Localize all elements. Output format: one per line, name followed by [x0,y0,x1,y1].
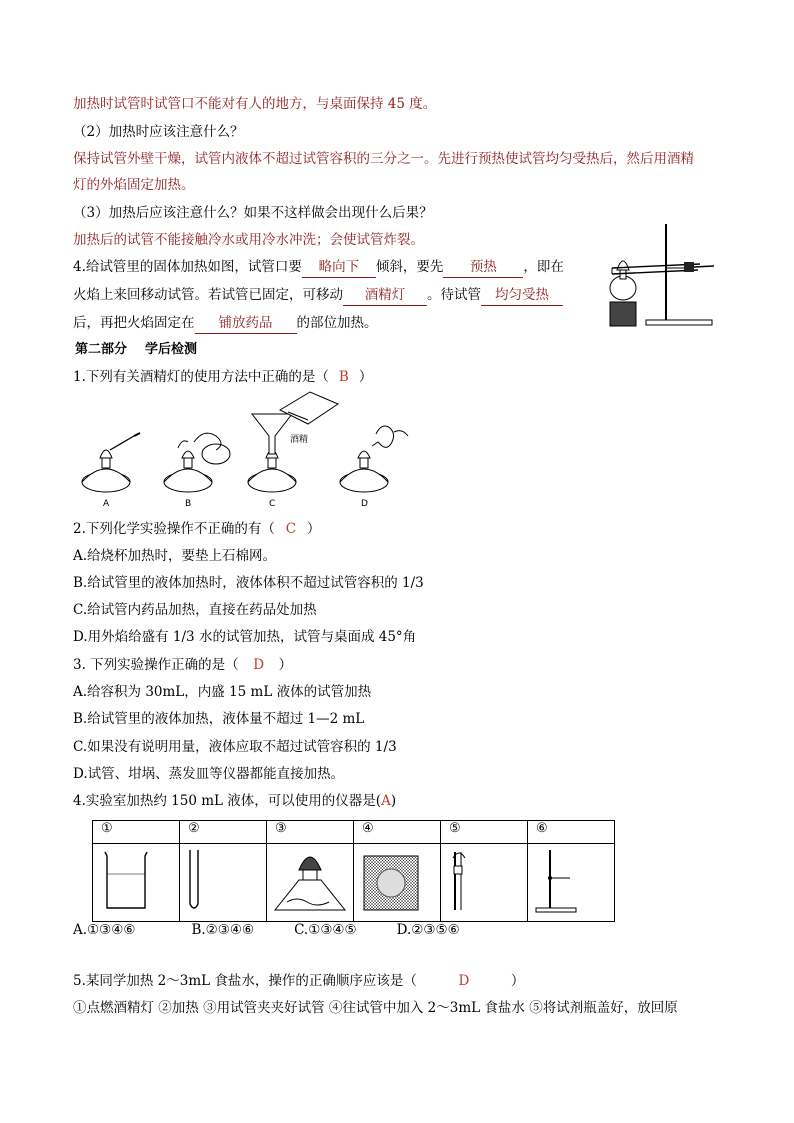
lamp-d-figure [340,426,408,492]
asbestos-gauze-cell [354,844,441,922]
q3-answer: 加热后的试管不能接触冷水或用冷水冲洗；会使试管炸裂。 [73,232,424,248]
q4-text: 火焰上来回移动试管。若试管已固定，可移动 [73,287,343,303]
answer-letter: D [253,657,265,673]
test-tube-holder-cell [441,844,528,922]
alcohol-lamp-options-figure [76,390,412,512]
col-header: ② [180,821,267,844]
col-header: ① [93,821,180,844]
q4-line1 [73,257,564,278]
close-paren: ） [278,657,293,673]
test-tube-cell [180,844,267,922]
iron-stand-icon [528,844,614,917]
close-paren: ） [306,521,321,537]
label-a: A [103,499,110,509]
test-tube-icon [180,844,266,917]
q4-text: 4.给试管里的固体加热如图，试管口要 [73,259,302,275]
question-text: 1.下列有关酒精灯的使用方法中正确的是（ [73,369,329,385]
col-header: ⑥ [528,821,615,844]
label-b: B [185,499,192,509]
answer-letter: D [458,973,470,989]
answer-letter: C [285,521,297,537]
blank-answer: 均匀受热 [481,285,563,306]
mc2-option-d: D.用外焰给盛有 1/3 水的试管加热，试管与桌面成 45°角 [73,629,417,645]
heating-solid-apparatus-figure [602,222,718,330]
col-header: ④ [354,821,441,844]
asbestos-gauze-icon [354,844,440,917]
instrument-table [92,820,615,922]
mc3-option-b: B.给试管里的液体加热，液体量不超过 1—2 mL [73,711,365,727]
option-b: B.②③④⑥ [191,922,255,938]
iron-stand-cell [528,844,615,922]
mc3-question [73,655,292,675]
label-c: C [269,499,276,509]
option-c: C.①③④⑤ [294,922,357,938]
question-text: 2.下列化学实验操作不正确的有（ [73,521,275,537]
q2-label: （2）加热时应该注意什么？ [73,124,244,140]
mc2-question [73,519,320,539]
answer-letter: A [381,793,391,809]
section-heading [75,340,197,360]
q3-label: （3）加热后应该注意什么？如果不这样做会出现什么后果？ [73,205,433,221]
q4-text: 的部位加热。 [296,315,378,331]
section-number: 第二部分 [75,342,128,357]
beaker-icon [93,844,179,917]
mc4-question [73,791,396,811]
col-header: ③ [267,821,354,844]
mc5-question [73,971,524,991]
q4-text: ，即在 [523,259,564,275]
mc1-question [73,367,372,387]
mc5-steps: ①点燃酒精灯 ②加热 ③用试管夹夹好试管 ④往试管中加入 2～3mL 食盐水 ⑤将试剂瓶盖好，放回原 [73,1000,678,1016]
mc4-options [73,920,460,940]
q4-line3 [73,313,378,334]
blank-answer: 酒精灯 [343,285,427,306]
q2-answer-line1: 保持试管外壁干燥，试管内液体不超过试管容积的三分之一。先进行预热使试管均匀受热后，然后用酒精 [73,151,694,167]
question-text: 3. 下列实验操作正确的是（ [73,657,239,673]
question-text: 5.某同学加热 2～3mL 食盐水，操作的正确顺序应该是（ [73,973,417,989]
lamp-b-figure [164,433,230,492]
mc3-option-d: D.试管、坩埚、蒸发皿等仪器都能直接加热。 [73,766,345,782]
blank-answer: 铺放药品 [195,313,297,334]
alcohol-lamp-cell [267,844,354,922]
mc3-option-c: C.如果没有说明用量，液体应取不超过试管容积的 1/3 [73,739,397,755]
answer-letter: B [338,369,349,385]
q4-line2 [73,285,563,306]
alcohol-lamp-icon [267,844,353,917]
alcohol-label: 酒精 [290,435,309,445]
beaker-cell [93,844,180,922]
q4-text: 。待试管 [427,287,481,303]
lamp-a-figure [82,433,140,492]
close-paren: ） [510,973,525,989]
blank-answer: 预热 [443,257,523,278]
intro-line: 加热时试管时试管口不能对有人的地方，与桌面保持 45 度。 [73,96,437,112]
option-a: A.①③④⑥ [73,922,136,938]
col-header: ⑤ [441,821,528,844]
close-paren: ） [358,369,373,385]
test-tube-holder-icon [441,844,527,917]
label-d: D [361,499,368,509]
mc2-option-c: C.给试管内药品加热，直接在药品处加热 [73,602,317,618]
question-text: 4.实验室加热约 150 mL 液体，可以使用的仪器是( [73,793,382,809]
blank-answer: 略向下 [302,257,376,278]
q4-text: 倾斜，要先 [375,259,444,275]
section-title: 学后检测 [145,342,198,357]
q2-answer-line2: 灯的外焰固定加热。 [73,177,195,193]
mc3-option-a: A.给容积为 30mL，内盛 15 mL 液体的试管加热 [73,684,372,700]
q4-text: 后，再把火焰固定在 [73,315,195,331]
close-paren: ) [390,793,397,809]
mc2-option-a: A.给烧杯加热时，要垫上石棉网。 [73,548,277,564]
option-d: D.②③⑤⑥ [396,922,460,938]
mc2-option-b: B.给试管里的液体加热时，液体体积不超过试管容积的 1/3 [73,575,424,591]
